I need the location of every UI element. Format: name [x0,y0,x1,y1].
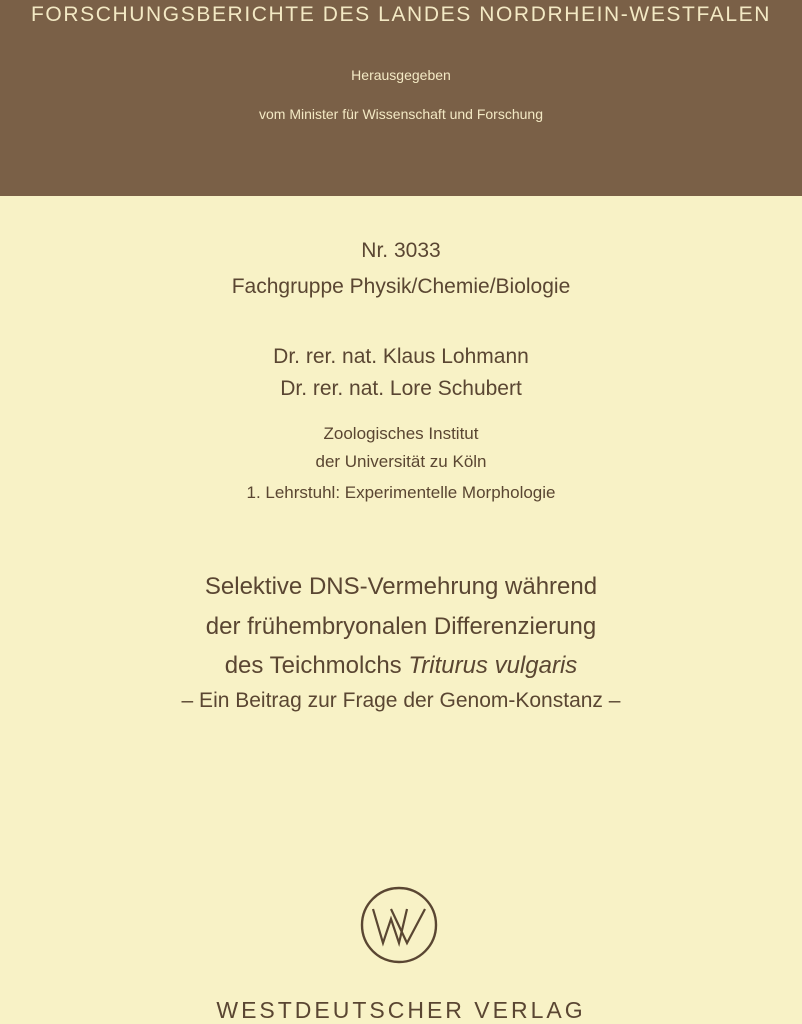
author-2: Dr. rer. nat. Lore Schubert [280,377,522,400]
editor-line-2: vom Minister für Wissenschaft und Forschung [259,106,543,122]
institution-line-3: 1. Lehrstuhl: Experimentelle Morphologie [246,483,556,502]
title-line-1: Selektive DNS-Vermehrung während [204,573,598,600]
species-name: Triturus vulgaris [408,652,578,679]
editor-line-1: Herausgegeben [351,67,451,83]
subject-group: Fachgruppe Physik/Chemie/Biologie [231,275,571,298]
publisher-name: WESTDEUTSCHER VERLAG [216,997,586,1023]
series-title: FORSCHUNGSBERICHTE DES LANDES NORDRHEIN-WESTFALEN [31,3,771,26]
subtitle: – Ein Beitrag zur Frage der Genom-Konstanz – [181,689,621,712]
wv-monogram-icon [359,885,439,965]
title-line-3-prefix: des Teichmolchs [224,652,409,679]
author-1: Dr. rer. nat. Klaus Lohmann [273,345,529,368]
institution-line-1: Zoologisches Institut [323,424,479,443]
header-band [0,0,802,196]
title-line-2: der frühembryonalen Differenzierung [205,613,597,640]
issue-number: Nr. 3033 [361,239,441,262]
title-line-3 [0,651,802,681]
institution-line-2: der Universität zu Köln [315,452,487,471]
